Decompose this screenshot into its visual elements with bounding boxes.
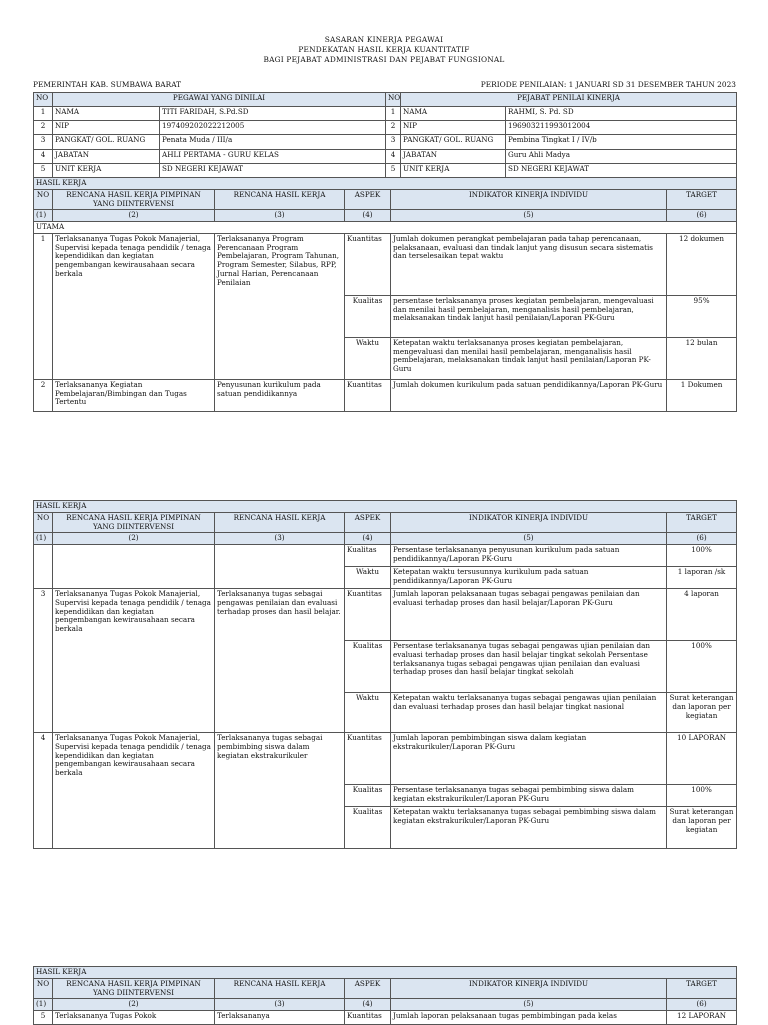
item-pimpinan: Terlaksananya Tugas Pokok Manajerial, Supervisi kepada tenaga pendidik / tenaga kependidikan dan kegiatan pengembangan kewirausahaan secara berkala — [53, 733, 215, 849]
row-label: PANGKAT/ GOL. RUANG — [53, 135, 160, 149]
column-number-row — [34, 210, 737, 222]
col-indikator: INDIKATOR KINERJA INDIVIDU — [391, 512, 667, 533]
item-indikator: Jumlah dokumen kurikulum pada satuan pendidikannya/Laporan PK-Guru — [391, 379, 667, 411]
col-num: (5) — [391, 210, 667, 222]
col-indikator: INDIKATOR KINERJA INDIVIDU — [391, 978, 667, 999]
evaluator-value: SD NEGERI KEJAWAT — [506, 163, 737, 177]
row-no: 5 — [34, 163, 53, 177]
col-num: (1) — [34, 533, 53, 545]
title-line-2: PENDEKATAN HASIL KERJA KUANTITATIF — [298, 45, 470, 54]
item-target: 1 Dokumen — [667, 379, 737, 411]
item-target: 10 LAPORAN — [667, 733, 737, 785]
row-label: NAMA — [53, 107, 160, 121]
hasil-kerja-label: HASIL KERJA — [34, 501, 737, 513]
col-num: (4) — [345, 210, 391, 222]
evaluator-header: PEJABAT PENILAI KINERJA — [401, 93, 737, 107]
item-indikator: Jumlah laporan pelaksanaan tugas pembimbingan pada kelas — [391, 1011, 667, 1025]
item-aspek: Kualitas — [345, 807, 391, 849]
item-rencana: Penyusunan kurikulum pada satuan pendidikannya — [215, 379, 345, 411]
item-target: 100% — [667, 785, 737, 807]
item-target: 12 dokumen — [667, 233, 737, 295]
row-no: 2 — [34, 121, 53, 135]
title-line-1: SASARAN KINERJA PEGAWAI — [324, 35, 444, 44]
hasil-kerja-label: HASIL KERJA — [34, 178, 737, 190]
column-header-row — [34, 978, 737, 999]
identity-row — [34, 149, 737, 163]
item-indikator: Jumlah laporan pelaksanaan tugas sebagai pengawas penilaian dan evaluasi terhadap proses dan hasil belajar/Laporan PK-Guru — [391, 589, 667, 641]
identity-header-row — [34, 93, 737, 107]
identity-row — [34, 163, 737, 177]
item-rencana: Terlaksananya tugas sebagai pembimbing siswa dalam kegiatan ekstrakurikuler — [215, 733, 345, 849]
item-pimpinan: Terlaksananya Tugas Pokok Manajerial, Supervisi kepada tenaga pendidik / tenaga kependidikan dan kegiatan pengembangan kewirausahaan secara berkala — [53, 589, 215, 733]
item-indikator: Ketepatan waktu tersusunnya kurikulum pada satuan pendidikannya/Laporan PK-Guru — [391, 567, 667, 589]
item-aspek: Waktu — [345, 337, 391, 379]
item-aspek: Kuantitas — [345, 1011, 391, 1025]
row-no: 3 — [34, 135, 53, 149]
item-indikator: persentase terlaksananya proses kegiatan pembelajaran, mengevaluasi dan menilai hasil pembelajaran, menganalisis hasil pembelajaran, melaksanakan tindak lanjut hasil penilaian/Laporan PK-Guru — [391, 295, 667, 337]
col-no: NO — [34, 512, 53, 533]
employee-value: SD NEGERI KEJAWAT — [160, 163, 386, 177]
table-row — [34, 233, 737, 295]
section-row — [34, 178, 737, 190]
col-rencana-pimpinan: RENCANA HASIL KERJA PIMPINAN YANG DIINTERVENSI — [53, 189, 215, 210]
item-aspek: Kualitas — [345, 295, 391, 337]
item-indikator: Ketepatan waktu terlaksananya proses kegiatan pembelajaran, mengevaluasi dan menilai hasil pembelajaran, menganalisis hasil pembelajaran, melaksanakan tindak lanjut hasil penilaian/Laporan PK-Guru — [391, 337, 667, 379]
item-target: 12 LAPORAN — [667, 1011, 737, 1025]
item-pimpinan: Terlaksananya Kegiatan Pembelajaran/Bimbingan dan Tugas Tertentu — [53, 379, 215, 411]
col-num: (4) — [345, 533, 391, 545]
col-rencana: RENCANA HASIL KERJA — [215, 512, 345, 533]
employee-value: 197409202022212005 — [160, 121, 386, 135]
item-pimpinan — [53, 545, 215, 589]
col-num: (2) — [53, 999, 215, 1011]
table-row — [34, 379, 737, 411]
item-no: 1 — [34, 233, 53, 379]
employee-value: AHLI PERTAMA - GURU KELAS — [160, 149, 386, 163]
item-indikator: Persentase terlaksananya penyusunan kurikulum pada satuan pendidikannya/Laporan PK-Guru — [391, 545, 667, 567]
item-aspek: Kuantitas — [345, 733, 391, 785]
row-label: NIP — [53, 121, 160, 135]
item-aspek: Kualitas — [345, 641, 391, 693]
identity-row — [34, 107, 737, 121]
item-rencana: Terlaksananya — [215, 1011, 345, 1025]
item-aspek: Kualitas — [345, 545, 391, 567]
col-aspek: ASPEK — [345, 978, 391, 999]
col-num: (6) — [667, 999, 737, 1011]
item-target: 4 laporan — [667, 589, 737, 641]
row-no: 5 — [386, 163, 401, 177]
item-target: 12 bulan — [667, 337, 737, 379]
row-no: 4 — [386, 149, 401, 163]
row-no: 3 — [386, 135, 401, 149]
item-aspek: Kuantitas — [345, 379, 391, 411]
row-label: PANGKAT/ GOL. RUANG — [401, 135, 506, 149]
col-rencana: RENCANA HASIL KERJA — [215, 189, 345, 210]
evaluator-value: Guru Ahli Madya — [506, 149, 737, 163]
col-num: (3) — [215, 210, 345, 222]
item-indikator: Persentase terlaksananya tugas sebagai pengawas ujian penilaian dan evaluasi terhadap proses dan hasil belajar tingkat sekolah Persentase terlaksananya tugas sebagai pengawas ujian penilaian dan evaluasi terhadap proses dan hasil belajar tingkat sekolah — [391, 641, 667, 693]
table-row — [34, 545, 737, 567]
evaluator-value: 196903211993012004 — [506, 121, 737, 135]
identity-row — [34, 121, 737, 135]
row-no: 4 — [34, 149, 53, 163]
evaluator-value: Pembina Tingkat I / IV/b — [506, 135, 737, 149]
col-num: (2) — [53, 210, 215, 222]
performance-table-page-3 — [33, 966, 737, 1025]
no-header: NO — [34, 93, 53, 107]
row-label: NAMA — [401, 107, 506, 121]
column-header-row — [34, 189, 737, 210]
table-row — [34, 733, 737, 785]
row-label: UNIT KERJA — [401, 163, 506, 177]
hasil-kerja-label: HASIL KERJA — [34, 967, 737, 979]
item-no — [34, 545, 53, 589]
item-rencana: Terlaksananya tugas sebagai pengawas penilaian dan evaluasi terhadap proses dan hasil belajar. — [215, 589, 345, 733]
col-num: (2) — [53, 533, 215, 545]
no-header: NO — [386, 93, 401, 107]
item-target: 100% — [667, 545, 737, 567]
performance-table-page-2 — [33, 500, 737, 849]
item-no: 2 — [34, 379, 53, 411]
item-pimpinan: Terlaksananya Tugas Pokok Manajerial, Supervisi kepada tenaga pendidik / tenaga kependidikan dan kegiatan pengembangan kewirausahaan secara berkala — [53, 233, 215, 379]
column-number-row — [34, 533, 737, 545]
col-target: TARGET — [667, 978, 737, 999]
document-header — [0, 35, 768, 65]
item-target: 1 laporan /sk — [667, 567, 737, 589]
row-no: 1 — [34, 107, 53, 121]
item-indikator: Jumlah dokumen perangkat pembelajaran pada tahap perencanaan, pelaksanaan, evaluasi dan tindak lanjut yang disusun secara sistematis dan terselesaikan tepat waktu — [391, 233, 667, 295]
item-aspek: Kuantitas — [345, 589, 391, 641]
performance-table-page-1 — [33, 177, 737, 412]
employee-value: Penata Muda / III/a — [160, 135, 386, 149]
col-num: (1) — [34, 999, 53, 1011]
col-no: NO — [34, 189, 53, 210]
table-row — [34, 589, 737, 641]
column-header-row — [34, 512, 737, 533]
item-target: Surat keterangan dan laporan per kegiatan — [667, 693, 737, 733]
row-label: UNIT KERJA — [53, 163, 160, 177]
employee-value: TITI FARIDAH, S.Pd.SD — [160, 107, 386, 121]
item-rencana: Terlaksananya Program Perencanaan Program Pembelajaran, Program Tahunan, Program Semester, Silabus, RPP, Jurnal Harian, Perencanaan Penilaian — [215, 233, 345, 379]
col-num: (1) — [34, 210, 53, 222]
item-aspek: Waktu — [345, 693, 391, 733]
row-label: JABATAN — [401, 149, 506, 163]
item-indikator: Ketepatan waktu terlaksananya tugas sebagai pembimbing siswa dalam kegiatan ekstrakurikuler/Laporan PK-Guru — [391, 807, 667, 849]
col-rencana: RENCANA HASIL KERJA — [215, 978, 345, 999]
col-no: NO — [34, 978, 53, 999]
evaluated-employee-header: PEGAWAI YANG DINILAI — [53, 93, 386, 107]
col-num: (4) — [345, 999, 391, 1011]
item-target: Surat keterangan dan laporan per kegiatan — [667, 807, 737, 849]
item-no: 4 — [34, 733, 53, 849]
col-target: TARGET — [667, 189, 737, 210]
item-no: 5 — [34, 1011, 53, 1025]
identity-table — [33, 92, 737, 178]
utama-label: UTAMA — [34, 222, 737, 234]
col-num: (6) — [667, 210, 737, 222]
evaluator-value: RAHMI, S. Pd. SD — [506, 107, 737, 121]
period-label: PERIODE PENILAIAN: 1 JANUARI SD 31 DESEMBER TAHUN 2023 — [480, 80, 736, 89]
item-aspek: Waktu — [345, 567, 391, 589]
item-no: 3 — [34, 589, 53, 733]
col-aspek: ASPEK — [345, 512, 391, 533]
section-row — [34, 501, 737, 513]
col-rencana-pimpinan: RENCANA HASIL KERJA PIMPINAN YANG DIINTERVENSI — [53, 512, 215, 533]
item-target: 95% — [667, 295, 737, 337]
identity-row — [34, 135, 737, 149]
col-aspek: ASPEK — [345, 189, 391, 210]
item-rencana — [215, 545, 345, 589]
row-no: 2 — [386, 121, 401, 135]
government-label: PEMERINTAH KAB. SUMBAWA BARAT — [33, 80, 182, 89]
section-row — [34, 967, 737, 979]
item-indikator: Jumlah laporan pembimbingan siswa dalam kegiatan ekstrakurikuler/Laporan PK-Guru — [391, 733, 667, 785]
row-no: 1 — [386, 107, 401, 121]
section-row — [34, 222, 737, 234]
column-number-row — [34, 999, 737, 1011]
item-pimpinan: Terlaksananya Tugas Pokok — [53, 1011, 215, 1025]
item-indikator: Ketepatan waktu terlaksananya tugas sebagai pengawas ujian penilaian dan evaluasi terhadap proses dan hasil belajar tingkat nasional — [391, 693, 667, 733]
row-label: NIP — [401, 121, 506, 135]
item-target: 100% — [667, 641, 737, 693]
col-num: (3) — [215, 999, 345, 1011]
item-aspek: Kualitas — [345, 785, 391, 807]
col-num: (5) — [391, 999, 667, 1011]
row-label: JABATAN — [53, 149, 160, 163]
col-indikator: INDIKATOR KINERJA INDIVIDU — [391, 189, 667, 210]
table-row — [34, 1011, 737, 1025]
title-line-3: BAGI PEJABAT ADMINISTRASI DAN PEJABAT FUNGSIONAL — [263, 55, 505, 64]
item-aspek: Kuantitas — [345, 233, 391, 295]
col-num: (6) — [667, 533, 737, 545]
col-num: (3) — [215, 533, 345, 545]
col-rencana-pimpinan: RENCANA HASIL KERJA PIMPINAN YANG DIINTERVENSI — [53, 978, 215, 999]
col-target: TARGET — [667, 512, 737, 533]
item-indikator: Persentase terlaksananya tugas sebagai pembimbing siswa dalam kegiatan ekstrakurikuler/Laporan PK-Guru — [391, 785, 667, 807]
col-num: (5) — [391, 533, 667, 545]
